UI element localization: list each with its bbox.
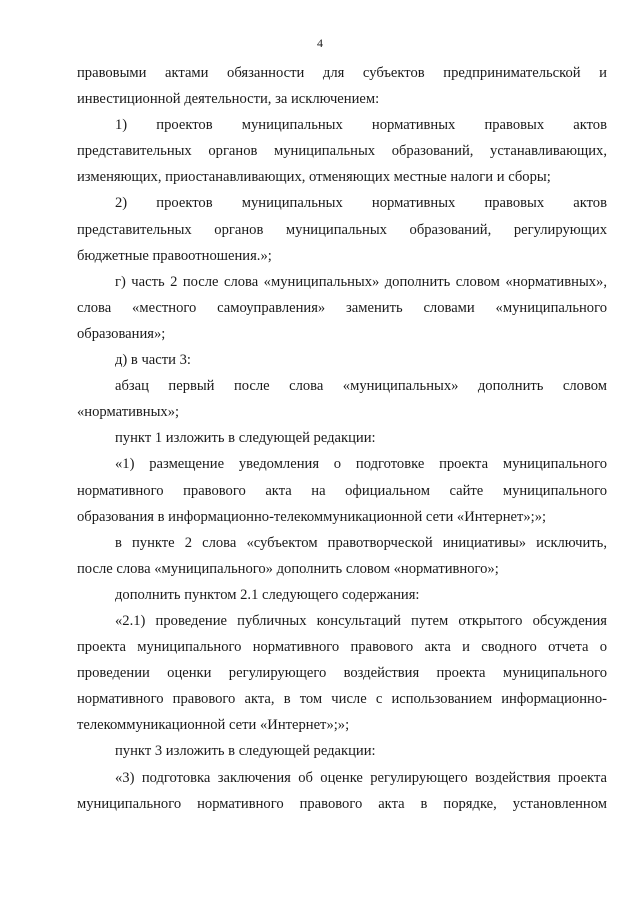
text-line: «3) подготовка заключения об оценке регулирующего воздействия проекта <box>115 769 607 786</box>
text-line: после слова «муниципального» дополнить словом «нормативного»; <box>77 560 499 577</box>
text-line: пункт 3 изложить в следующей редакции: <box>115 743 376 760</box>
text-line: «1) размещение уведомления о подготовке проекта муниципального <box>115 456 607 473</box>
paragraph <box>77 112 607 190</box>
text-line: изменяющих, приостанавливающих, отменяющих местные налоги и сборы; <box>77 169 551 186</box>
text-line: телекоммуникационной сети «Интернет»;»; <box>77 717 350 734</box>
text-line: бюджетные правоотношения.»; <box>77 247 272 264</box>
page-number: 4 <box>317 36 323 50</box>
paragraph <box>77 425 607 451</box>
text-line: слова «местного самоуправления» заменить словами «муниципального <box>77 299 607 316</box>
text-line: правовыми актами обязанности для субъектов предпринимательской и <box>77 65 607 81</box>
paragraph <box>77 373 607 425</box>
paragraph <box>77 765 607 817</box>
text-line: 1) проектов муниципальных нормативных правовых актов <box>115 117 607 134</box>
paragraph <box>77 738 607 764</box>
text-line: инвестиционной деятельности, за исключением: <box>77 91 380 108</box>
text-line: абзац первый после слова «муниципальных» дополнить словом <box>115 378 607 395</box>
paragraph <box>77 347 607 373</box>
document-body <box>77 60 607 817</box>
text-line: «нормативных»; <box>77 404 180 421</box>
text-line: представительных органов муниципальных образований, регулирующих <box>77 221 607 238</box>
text-line: «2.1) проведение публичных консультаций путем открытого обсуждения <box>115 612 607 629</box>
text-line: нормативного правового акта, в том числе с использованием информационно- <box>77 691 607 708</box>
text-line: г) часть 2 после слова «муниципальных» дополнить словом «нормативных», <box>115 273 607 290</box>
text-line: нормативного правового акта на официальном сайте муниципального <box>77 482 607 499</box>
paragraph <box>77 190 607 268</box>
text-line: образования в информационно-телекоммуникационной сети «Интернет»;»; <box>77 508 547 525</box>
paragraph <box>77 582 607 608</box>
text-line: муниципального нормативного правового акта в порядке, установленном <box>77 795 607 812</box>
paragraph <box>77 530 607 582</box>
paragraph <box>77 451 607 529</box>
text-line: пункт 1 изложить в следующей редакции: <box>115 430 376 447</box>
text-line: проведении оценки регулирующего воздействия проекта муниципального <box>77 665 607 682</box>
text-line: представительных органов муниципальных образований, устанавливающих, <box>77 143 607 160</box>
text-line: 2) проектов муниципальных нормативных правовых актов <box>115 195 607 212</box>
text-line: проекта муниципального нормативного правового акта и сводного отчета о <box>77 639 607 656</box>
text-line: дополнить пунктом 2.1 следующего содержания: <box>115 586 420 603</box>
paragraph <box>77 60 607 112</box>
text-line: в пункте 2 слова «субъектом правотворческой инициативы» исключить, <box>115 534 607 551</box>
paragraph <box>77 269 607 347</box>
text-line: образования»; <box>77 325 166 342</box>
text-line: д) в части 3: <box>115 352 191 369</box>
paragraph <box>77 608 607 738</box>
